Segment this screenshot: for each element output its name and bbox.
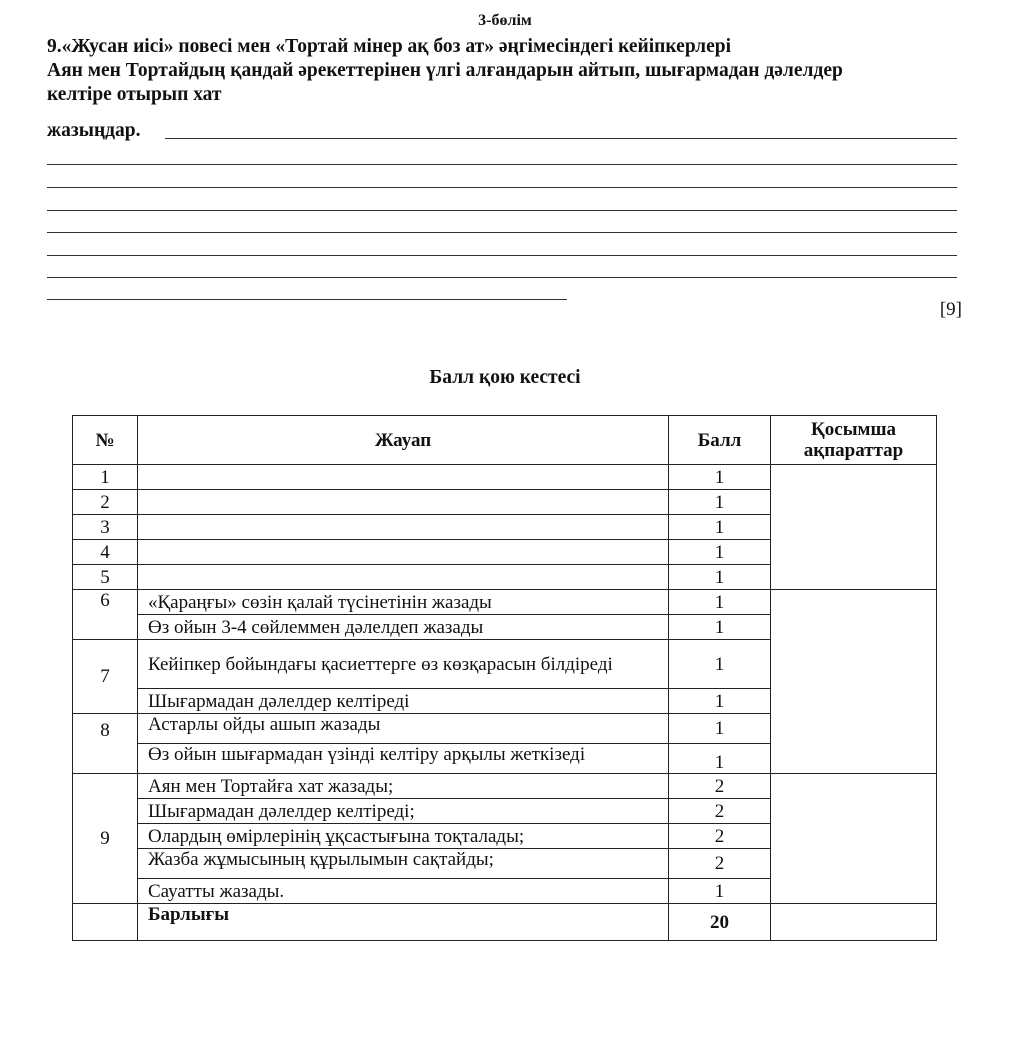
row-answer: Жазба жұмысының құрылымын сақтайды; [138, 849, 669, 879]
row-ball: 1 [669, 714, 771, 744]
row-answer: Өз ойын шығармадан үзінді келтіру арқылы жеткізеді [138, 744, 669, 774]
row-no: 2 [73, 490, 138, 515]
row-no: 5 [73, 565, 138, 590]
row-answer: Сауатты жазады. [138, 879, 669, 904]
row-answer: Олардың өмірлерінің ұқсастығына тоқталады; [138, 824, 669, 849]
total-label: Барлығы [138, 904, 669, 941]
extra-info-cell [771, 590, 937, 774]
row-ball: 1 [669, 615, 771, 640]
row-answer [138, 490, 669, 515]
scoring-table [72, 415, 937, 941]
row-no: 6 [73, 590, 138, 640]
row-answer [138, 515, 669, 540]
row-no: 1 [73, 465, 138, 490]
extra-info-cell [771, 774, 937, 904]
table-row [73, 465, 937, 490]
max-score: [9] [939, 299, 962, 320]
row-no: 4 [73, 540, 138, 565]
table-title: Балл қою кестесі [429, 367, 581, 388]
writing-line[interactable] [47, 299, 567, 300]
header-extra [771, 416, 937, 465]
writing-line[interactable] [47, 255, 957, 256]
row-ball: 1 [669, 565, 771, 590]
question-line-2: Аян мен Тортайдың қандай әрекеттерінен үлгі алғандарын айтып, шығармадан дәлелдер [47, 60, 843, 81]
writing-line[interactable] [47, 232, 957, 233]
header-answer: Жауап [138, 416, 669, 465]
row-answer [138, 565, 669, 590]
row-no: 8 [73, 714, 138, 774]
total-row [73, 904, 937, 941]
row-ball: 1 [669, 689, 771, 714]
question-line-4: жазыңдар. [47, 120, 141, 141]
question-text [47, 35, 962, 107]
header-ball: Балл [669, 416, 771, 465]
row-ball: 1 [669, 515, 771, 540]
row-answer: Аян мен Тортайға хат жазады; [138, 774, 669, 799]
extra-info-cell [771, 904, 937, 941]
row-ball: 1 [669, 879, 771, 904]
row-ball: 2 [669, 849, 771, 879]
writing-line[interactable] [165, 138, 957, 139]
row-ball: 1 [669, 465, 771, 490]
row-ball: 1 [669, 540, 771, 565]
total-no-cell [73, 904, 138, 941]
writing-line[interactable] [47, 187, 957, 188]
row-no: 3 [73, 515, 138, 540]
question-line-3: келтіре отырып хат [47, 84, 222, 105]
row-answer: Астарлы ойды ашып жазады [138, 714, 669, 744]
row-answer: Шығармадан дәлелдер келтіреді; [138, 799, 669, 824]
row-ball: 2 [669, 799, 771, 824]
table-header-row [73, 416, 937, 465]
row-answer: Шығармадан дәлелдер келтіреді [138, 689, 669, 714]
writing-line[interactable] [47, 210, 957, 211]
question-line-1: 9.«Жусан иісі» повесі мен «Тортай мінер ақ боз ат» әңгімесіндегі кейіпкерлері [47, 36, 732, 57]
row-ball: 1 [669, 590, 771, 615]
writing-line[interactable] [47, 277, 957, 278]
row-ball: 1 [669, 744, 771, 774]
table-row [73, 590, 937, 615]
row-ball: 2 [669, 824, 771, 849]
extra-info-cell [771, 465, 937, 590]
row-no: 7 [73, 640, 138, 714]
writing-line[interactable] [47, 164, 957, 165]
section-title: 3-бөлім [478, 12, 532, 29]
row-ball: 1 [669, 640, 771, 689]
row-no: 9 [73, 774, 138, 904]
row-answer: Кейіпкер бойындағы қасиеттерге өз көзқарасын білдіреді [138, 640, 669, 689]
row-ball: 1 [669, 490, 771, 515]
total-value: 20 [669, 904, 771, 941]
header-extra-line-1: Қосымша [810, 419, 897, 440]
table-row [73, 774, 937, 799]
row-answer [138, 540, 669, 565]
row-answer [138, 465, 669, 490]
row-answer: «Қараңғы» сөзін қалай түсінетінін жазады [138, 590, 669, 615]
row-answer: Өз ойын 3-4 сөйлеммен дәлелдеп жазады [138, 615, 669, 640]
header-extra-line-2: ақпараттар [803, 440, 904, 461]
header-no: № [73, 416, 138, 465]
row-ball: 2 [669, 774, 771, 799]
